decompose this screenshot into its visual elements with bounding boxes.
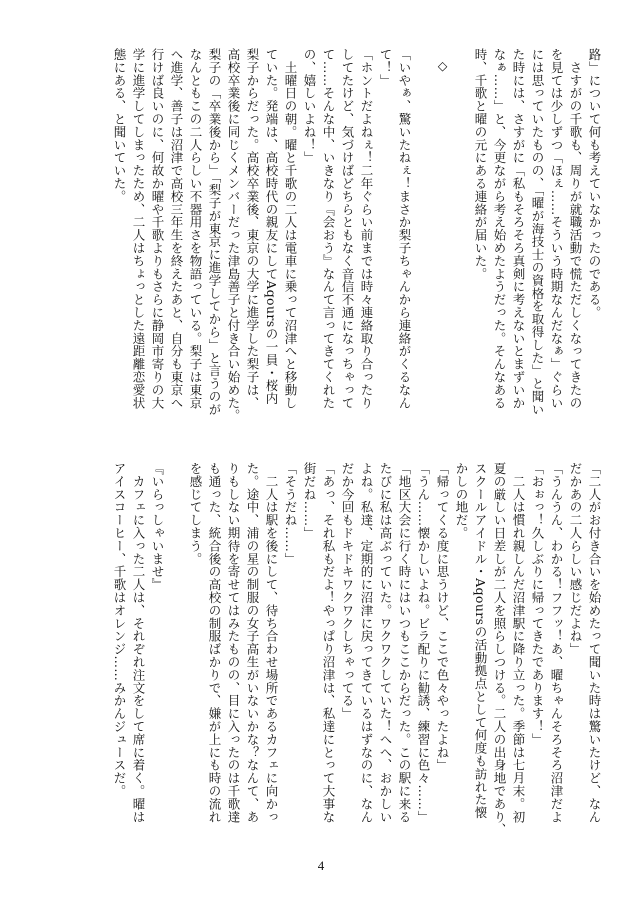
- text-line: 二人は駅を後にして、待ち合わせ場所であるカフェに向かっ: [264, 462, 279, 824]
- text-line: ていた。発端は、高校時代の親友にしてAqoursの一員・桜内: [264, 48, 279, 405]
- text-line: も通った、統合後の高校の制服ばかりで、嫌が上にも時の流れ: [207, 462, 222, 824]
- text-line: よね。私達、定期的に沼津に戻ってきているはずなのに、なん: [359, 462, 374, 824]
- text-line: りもしない期待を寄せてはみたものの、目に入ったのは千歌達: [226, 462, 241, 824]
- upper-text-block: [110, 48, 604, 428]
- text-line: [167, 462, 186, 834]
- text-line: 梨子の「卒業後から」「梨子が東京に進学してから」と言うのが: [207, 48, 222, 416]
- text-line: を見ては少しずつ「ほぇ……そういう時期なんだなぁ」ぐらい: [549, 48, 564, 410]
- text-line: 態にある、と聞いていた。: [112, 48, 127, 203]
- section-separator: ◇: [435, 58, 450, 74]
- text-line: 「二人がお付き合いを始めたって聞いた時は驚いたけど、なん: [587, 462, 602, 824]
- text-line: へ進学、善子は沼津で高校三年生を終えたあと、自分も東京へ: [169, 48, 184, 410]
- text-line: 時、千歌と曜の元にある連絡が届いた。: [473, 48, 488, 281]
- text-line: た。途中、浦の星の制服の女子高生がいないかな？なんて、あ: [245, 462, 260, 824]
- lower-text-block: [110, 462, 604, 837]
- text-line: て……そんな中、いきなり『会おう』なんて言ってきてくれた: [321, 48, 336, 410]
- text-line: 「ホントだよねぇ！二年ぐらい前までは時々連絡取り合ったり: [359, 48, 374, 410]
- text-line: [414, 48, 433, 428]
- text-line: の、嬉しいよね！」: [302, 48, 317, 165]
- text-line: スクールアイドル・Aqoursの活動拠点として何度も訪れた懐: [473, 462, 488, 819]
- text-line: 「いやぁ、驚いたねぇ！まさか梨子ちゃんから連絡がくるなん: [397, 48, 412, 410]
- text-line: なぁ……」と、今更ながら考え始めたようだった。そんなある: [492, 48, 507, 410]
- text-line: 学に進学してしまったため、二人はちょっとした遠距離恋愛状: [131, 48, 146, 410]
- text-line: たびに私は高ぶっていた。ワクワクしていた！へへ、おかしい: [378, 462, 393, 824]
- text-line: 土曜日の朝。曜と千歌の二人は電車に乗って沼津へと移動し: [283, 48, 298, 410]
- text-line: 二人は慣れ親しんだ沼津駅に降り立った。季節は七月末。初: [511, 462, 526, 824]
- text-line: を感じてしまう。: [188, 462, 203, 566]
- text-line: 街だね……」: [302, 462, 317, 540]
- text-line: 高校卒業後に同じくメンバーだった津島善子と付き合い始めた。: [226, 48, 241, 423]
- text-line: だか今回もドキドキワクワクしちゃってる」: [340, 462, 355, 720]
- text-line: た時には、さすがに「私もそろそろ真剣に考えないとまずいか: [511, 48, 526, 410]
- text-line: 「あっ、それ私もだよ！やっぱり沼津は、私達にとって大事な: [321, 462, 336, 824]
- text-line: 行けば良いのに、何故か曜や千歌よりもさらに静岡市寄りの大: [150, 48, 165, 410]
- text-line: [452, 48, 471, 428]
- text-line: 「地区大会に行く時にはいつもここからだった。この駅に来る: [397, 462, 412, 824]
- text-line: 「うんうん、わかる！フフッ！あ、曜ちゃんそろそろ沼津だよ: [549, 462, 564, 824]
- text-line: さすがの千歌も、周りが就職活動で慌ただしくなってきたの: [568, 48, 583, 410]
- text-line: 「おぉっ！久しぶりに帰ってきたであります！」: [530, 462, 545, 746]
- text-line: なんともこの二人らしい不器用さを物語っている。梨子は東京: [188, 48, 203, 410]
- text-line: 『いらっしゃいませ』: [150, 462, 165, 591]
- text-line: には思っていたものの、「曜が海技士の資格を取得した」と聞い: [530, 48, 545, 416]
- text-line: してたけど、気づけばどちらともなく音信不通になっちゃって: [340, 48, 355, 410]
- text-line: 「うん……懐かしいよね。ビラ配りに勧誘、練習に色々……」: [416, 462, 431, 824]
- text-line: 「帰ってくる度に思うけど、ここで色々やったよね」: [435, 462, 450, 772]
- page-number: 4: [317, 858, 325, 873]
- text-line: アイスコーヒー、千歌はオレンジ……みかんジュースだ。: [112, 462, 127, 798]
- text-line: 梨子からだった。高校卒業後、東京の大学に進学した梨子は、: [245, 48, 260, 410]
- text-line: 「そうだね……」: [283, 462, 298, 566]
- text-line: だかあの二人らしい感じだよね」: [568, 462, 583, 656]
- text-line: 夏の厳しい日差しが二人を照らしつける。二人の出身地であり、: [492, 462, 507, 837]
- text-line: 路」について何も考えていなかったのである。: [587, 48, 602, 319]
- text-line: かしの地だ。: [454, 462, 469, 540]
- text-line: て！」: [378, 48, 393, 87]
- text-line: カフェに入った二人は、それぞれ注文をして席に着く。曜は: [131, 462, 146, 824]
